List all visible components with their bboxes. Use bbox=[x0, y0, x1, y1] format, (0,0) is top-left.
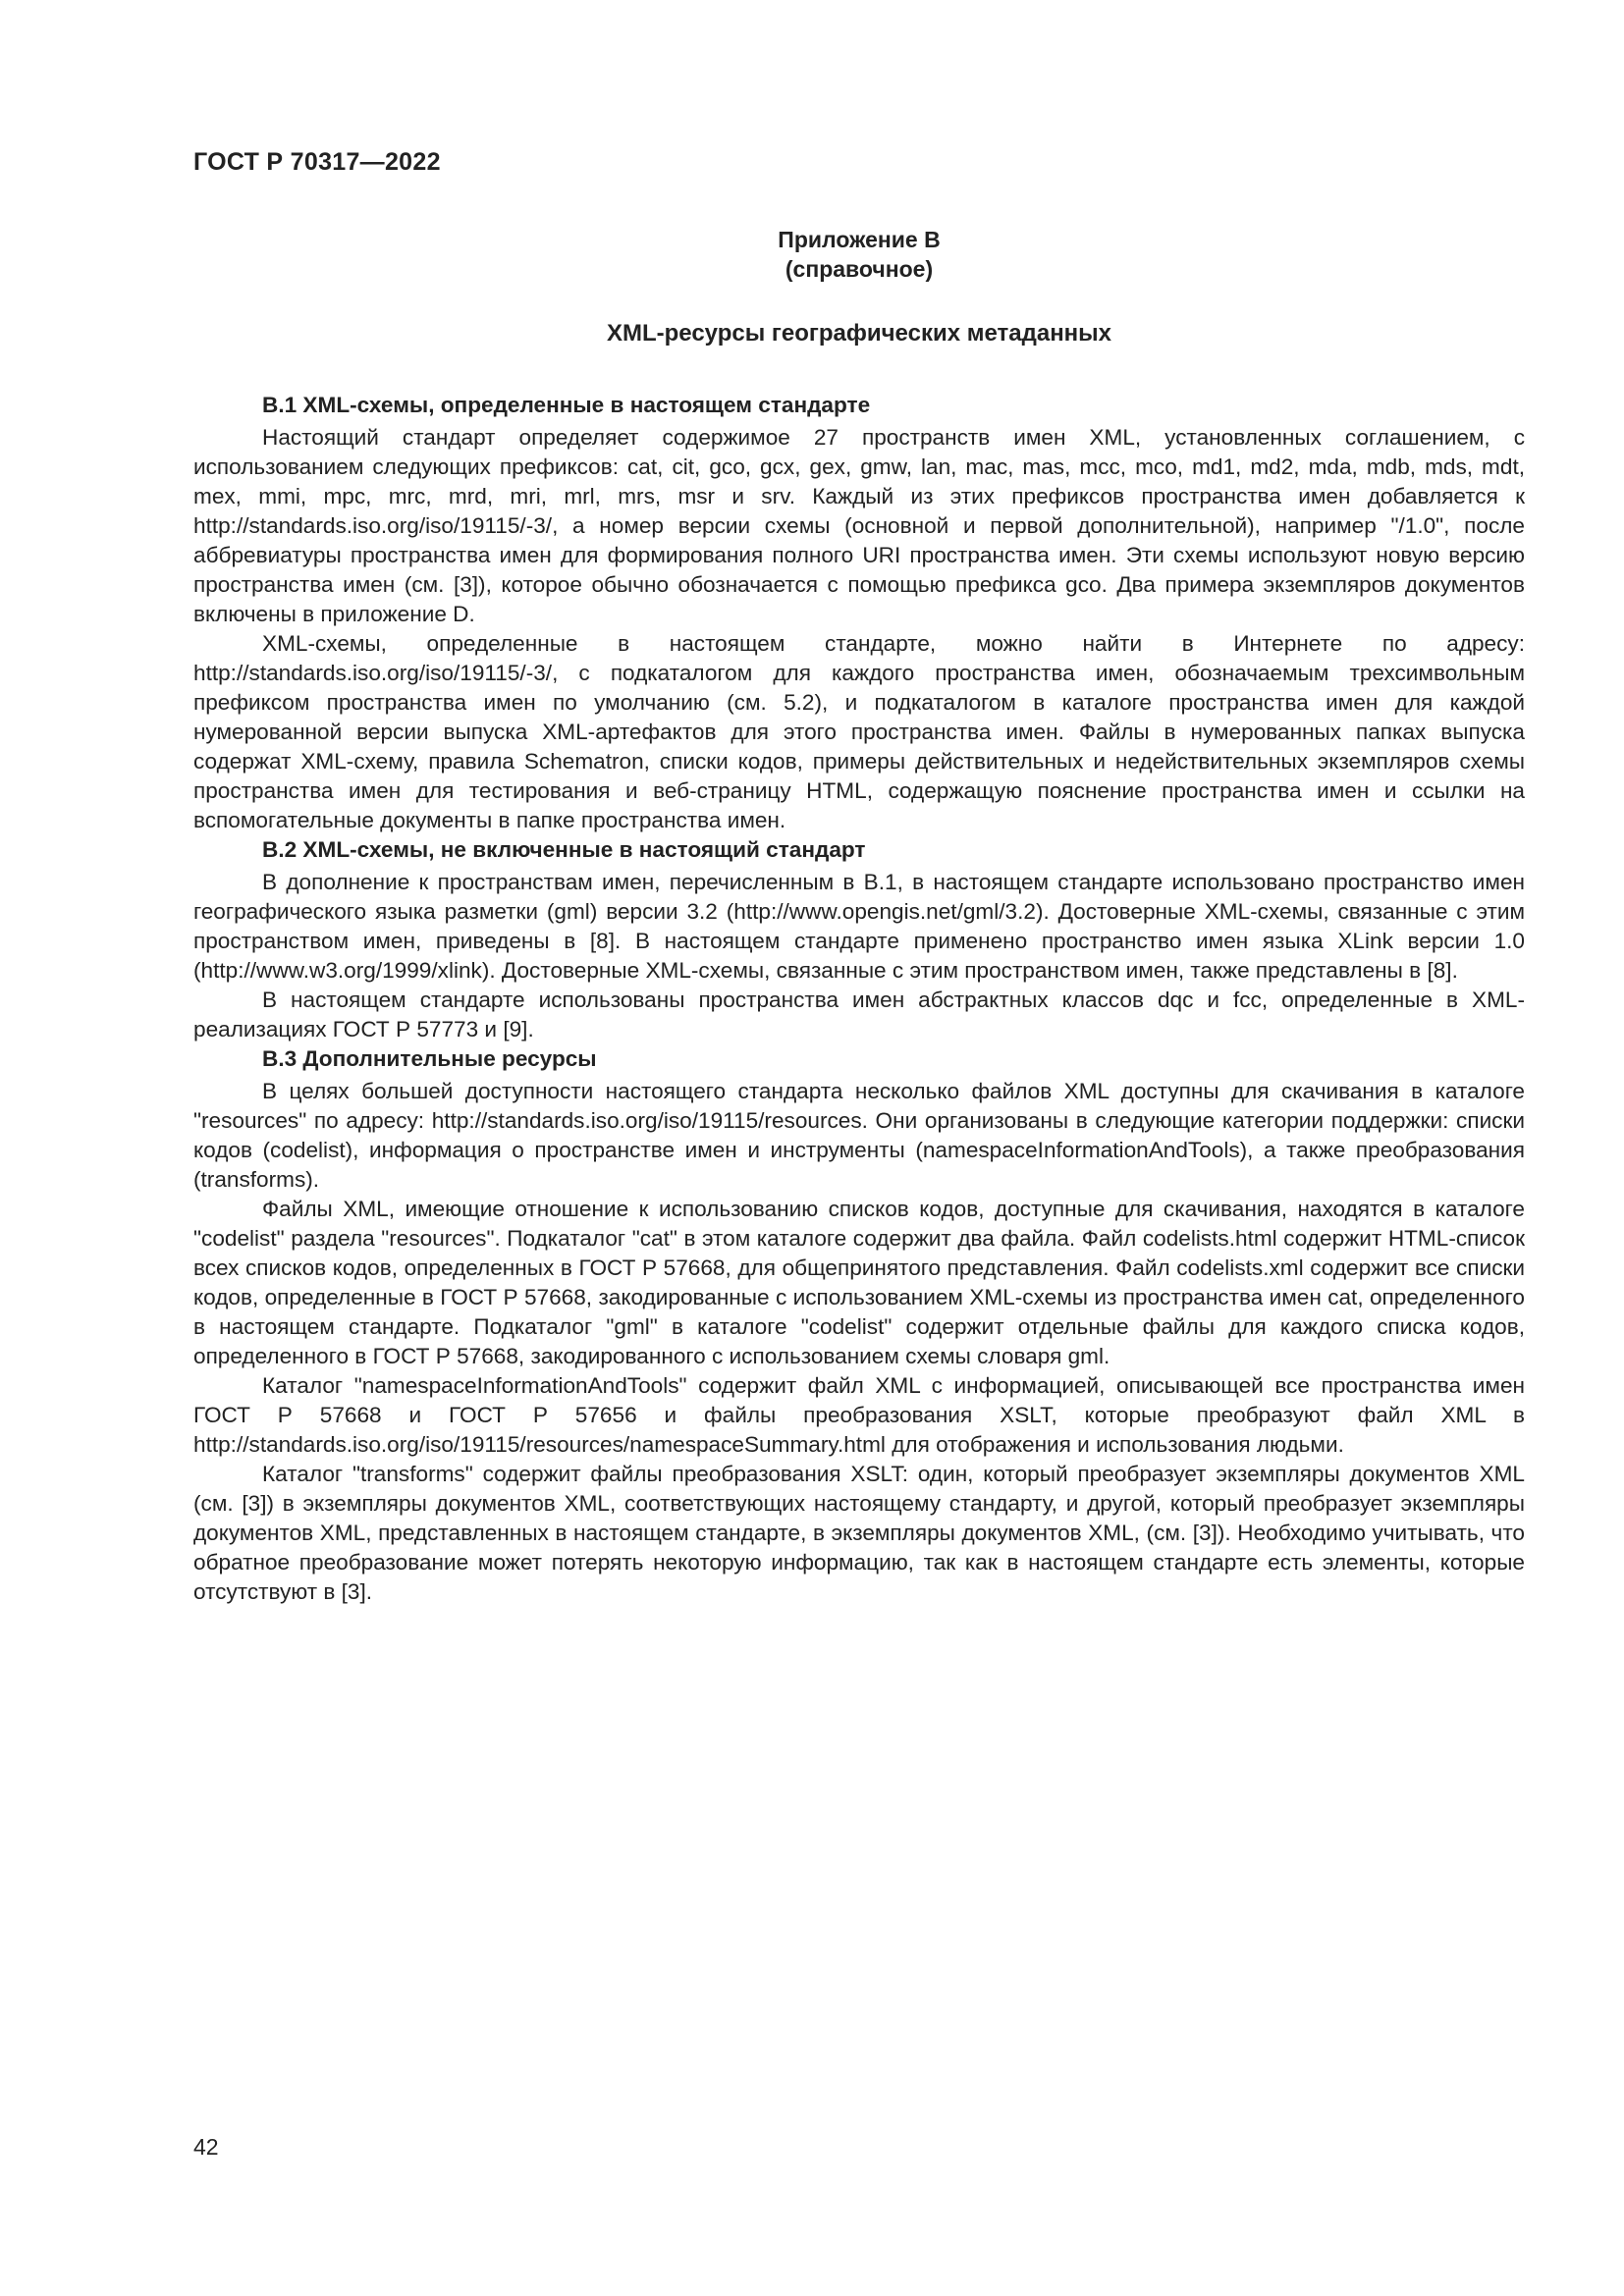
paragraph: Каталог "transforms" содержит файлы преобразования XSLT: один, который преобразует экземпляры документов XML (см. [3]) в экземпляры документов XML, соответствующих настоящему стандарту, и другой, который преобразует экземпляры документов XML, представленных в настоящем стандарте, в экземпляры документов XML, (см. [3]). Необходимо учитывать, что обратное преобразование может потерять некоторую информацию, так как в настоящем стандарте есть элементы, которые отсутствуют в [3]. bbox=[193, 1462, 1525, 1604]
standard-code-header: ГОСТ Р 70317—2022 bbox=[193, 148, 441, 176]
page-number: 42 bbox=[193, 2134, 219, 2160]
paragraph: Настоящий стандарт определяет содержимое 27 пространств имен XML, установленных соглашением, с использованием следующих префиксов: cat, cit, gco, gcx, gex, gmw, lan, mac, mas, mcc, mco, md1, md2, mda, mdb, mds, mdt, mex, mmi, mpc, mrc, mrd, mri, mrl, mrs, msr и srv. Каждый из этих префиксов пространства имен добавляется к http://standards.iso.org/iso/19115/-3/, а номер версии схемы (основной и первой дополнительной), например "/1.0", после аббревиатуры пространства имен для формирования полного URI пространства имен. Эти схемы используют новую версию пространства имен (см. [3]), которое обычно обозначается с помощью префикса gco. Два примера экземпляров документов включены в приложение D. bbox=[193, 425, 1525, 626]
appendix-label: Приложение B bbox=[778, 227, 941, 252]
paragraph: В настоящем стандарте использованы пространства имен абстрактных классов dqc и fcc, определенные в XML-реализациях ГОСТ Р 57773 и [9]. bbox=[193, 988, 1525, 1041]
document-body bbox=[193, 391, 1525, 1607]
section-heading-b2: B.2 XML-схемы, не включенные в настоящий стандарт bbox=[262, 837, 866, 862]
paragraph: Файлы XML, имеющие отношение к использованию списков кодов, доступные для скачивания, находятся в каталоге "codelist" раздела "resources". Подкаталог "cat" в этом каталоге содержит два файла. Файл codelists.html содержит HTML-список всех списков кодов, определенных в ГОСТ Р 57668, для общепринятого представления. Файл codelists.xml содержит все списки кодов, определенные в ГОСТ Р 57668, закодированные с использованием XML-схемы из пространства имен cat, определенного в настоящем стандарте. Подкаталог "gml" в каталоге "codelist" содержит отдельные файлы для каждого списка кодов, определенного в ГОСТ Р 57668, закодированного с использованием схемы словаря gml. bbox=[193, 1197, 1525, 1368]
paragraph: XML-схемы, определенные в настоящем стандарте, можно найти в Интернете по адресу: http://standards.iso.org/iso/19115/-3/, с подкаталогом для каждого пространства имен, обозначаемым трехсимвольным префиксом пространства имен по умолчанию (см. 5.2), и подкаталогом в каталоге пространства имен для каждой нумерованной версии выпуска XML-артефактов для этого пространства имен. Файлы в нумерованных папках выпуска содержат XML-схему, правила Schematron, списки кодов, примеры действительных и недействительных экземпляров схемы пространства имен для тестирования и веб-страницу HTML, содержащую пояснение пространства имен и ссылки на вспомогательные документы в папке пространства имен. bbox=[193, 631, 1525, 832]
section-heading-b3: B.3 Дополнительные ресурсы bbox=[262, 1046, 597, 1071]
appendix-heading bbox=[47, 225, 1624, 284]
paragraph: В дополнение к пространствам имен, перечисленным в B.1, в настоящем стандарте использовано пространство имен географического языка разметки (gml) версии 3.2 (http://www.opengis.net/gml/3.2). Достоверные XML-схемы, связанные с этим пространством имен, приведены в [8]. В настоящем стандарте применено пространство имен языка XLink версии 1.0 (http://www.w3.org/1999/xlink). Достоверные XML-схемы, связанные с этим пространством имен, также представлены в [8]. bbox=[193, 870, 1525, 983]
paragraph: Каталог "namespaceInformationAndTools" содержит файл XML с информацией, описывающей все пространства имен ГОСТ Р 57668 и ГОСТ Р 57656 и файлы преобразования XSLT, которые преобразуют файл XML в http://standards.iso.org/iso/19115/resources/namespaceSummary.html для отображения и использования людьми. bbox=[193, 1373, 1525, 1457]
paragraph: В целях большей доступности настоящего стандарта несколько файлов XML доступны для скачивания в каталоге "resources" по адресу: http://standards.iso.org/iso/19115/resources. Они организованы в следующие категории поддержки: списки кодов (codelist), информация о пространстве имен и инструменты (namespaceInformationAndTools), а также преобразования (transforms). bbox=[193, 1079, 1525, 1192]
document-title: XML-ресурсы географических метаданных bbox=[606, 320, 1112, 347]
appendix-kind: (справочное) bbox=[785, 256, 934, 282]
section-heading-b1: B.1 XML-схемы, определенные в настоящем стандарте bbox=[262, 393, 871, 417]
